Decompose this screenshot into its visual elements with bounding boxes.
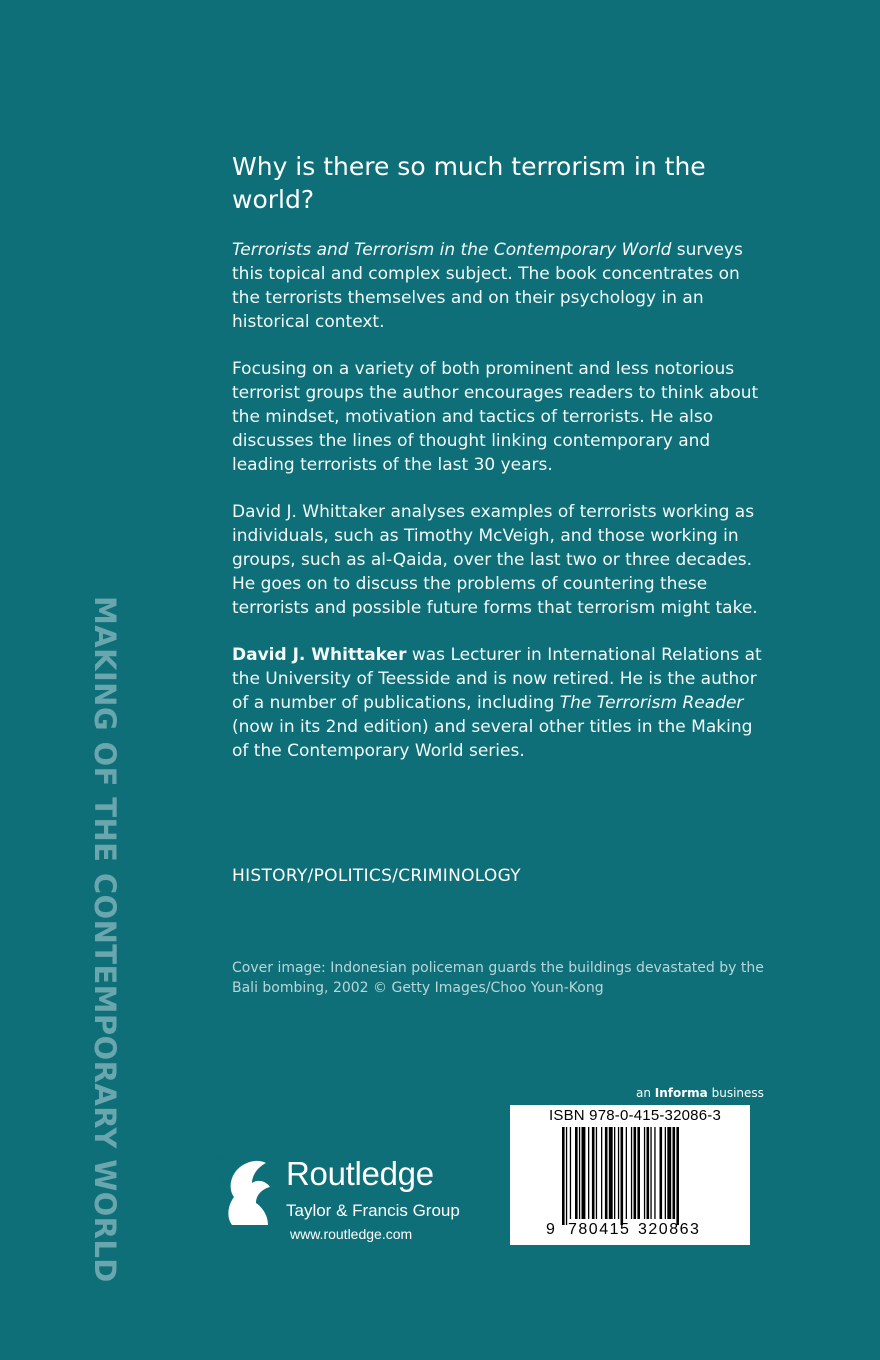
publisher-url: www.routledge.com (290, 1226, 413, 1242)
author-book-title: The Terrorism Reader (559, 693, 744, 713)
barcode-bar (626, 1127, 627, 1219)
barcode-bar (634, 1127, 637, 1219)
barcode-bar (667, 1127, 671, 1219)
cover-image-credit: Cover image: Indonesian policeman guards the buildings devastated by the Bali bombing, 2002 © Getty Images/Choo Youn-Kong (232, 960, 764, 996)
barcode-bar (660, 1127, 663, 1219)
back-cover-text (232, 150, 762, 786)
barcode-bar (592, 1127, 595, 1219)
informa-suffix: business (707, 1086, 764, 1100)
barcode-bar (582, 1127, 586, 1219)
barcode-digit-first: 9 (546, 1221, 557, 1238)
barcode-bar (676, 1127, 679, 1225)
publisher-name: Routledge (286, 1155, 434, 1192)
series-title-vertical (78, 596, 138, 1283)
barcode-bar (588, 1127, 589, 1219)
barcode-bar (650, 1127, 651, 1219)
author-name: David J. Whittaker (232, 645, 407, 665)
blurb-paragraph-1 (232, 238, 762, 334)
informa-brand: Informa (654, 1086, 708, 1100)
barcode-bar (644, 1127, 645, 1219)
barcode-bar (570, 1127, 571, 1219)
barcode-bars (562, 1127, 702, 1225)
author-bio-text-1: was Lecturer in International Relations at the University of Teesside and is now retired. He is the author of a number of publications, including (232, 645, 762, 713)
author-bio-text-2: (now in its 2nd edition) and several other titles in the Making of the Contemporary World series. (232, 717, 753, 761)
barcode-bar (665, 1127, 666, 1219)
series-title-text: MAKING OF THE CONTEMPORARY WORLD (88, 596, 122, 1283)
book-title: Terrorists and Terrorism in the Contemporary World (232, 240, 672, 260)
subject-category: HISTORY/POLITICS/CRIMINOLOGY (232, 866, 521, 886)
barcode-bar (601, 1127, 602, 1219)
publisher-block (217, 1154, 502, 1245)
publisher-group: Taylor & Francis Group (286, 1201, 460, 1220)
barcode-bar (621, 1127, 624, 1225)
barcode-bar (605, 1127, 608, 1219)
barcode-bar (596, 1127, 597, 1219)
barcode-bar (575, 1127, 578, 1219)
barcode-bar (654, 1127, 655, 1219)
author-bio (232, 643, 762, 763)
routledge-logo-icon (217, 1154, 276, 1229)
barcode-bar (631, 1127, 632, 1219)
barcode-digits-right: 320863 (638, 1221, 701, 1238)
barcode-bar (637, 1127, 640, 1219)
isbn-barcode (510, 1105, 750, 1245)
barcode-bar (673, 1127, 676, 1219)
barcode-digits-left: 780415 (568, 1221, 631, 1238)
barcode-bar (566, 1127, 567, 1225)
blurb-paragraph-3: David J. Whittaker analyses examples of terrorists working as individuals, such as Timothy McVeigh, and those working in groups, such as al-Qaida, over the last two or three decades. He goes on to discuss the problems of countering these terrorists and possible future forms that terrorism might take. (232, 502, 758, 618)
barcode-bar (609, 1127, 613, 1219)
informa-prefix: an (636, 1086, 655, 1100)
headline: Why is there so much terrorism in the world? (232, 152, 706, 214)
barcode-bar (618, 1127, 619, 1219)
barcode-bar (579, 1127, 580, 1219)
barcode-bar (562, 1127, 565, 1225)
barcode-bar (614, 1127, 615, 1219)
isbn-label: ISBN 978-0-415-32086-3 (549, 1107, 722, 1124)
logo-vertical-text: ROUTLEDGE (217, 1154, 227, 1211)
blurb-paragraph-1-text: surveys this topical and complex subject. The book concentrates on the terrorists themselves and on their psychology in an historical context. (232, 240, 743, 332)
barcode-bar (647, 1127, 650, 1219)
blurb-paragraph-2: Focusing on a variety of both prominent and less notorious terrorist groups the author encourages readers to think about the mindset, motivation and tactics of terrorists. He also discusses the lines of thought linking contemporary and leading terrorists of the last 30 years. (232, 359, 759, 475)
informa-tagline (636, 1086, 764, 1100)
